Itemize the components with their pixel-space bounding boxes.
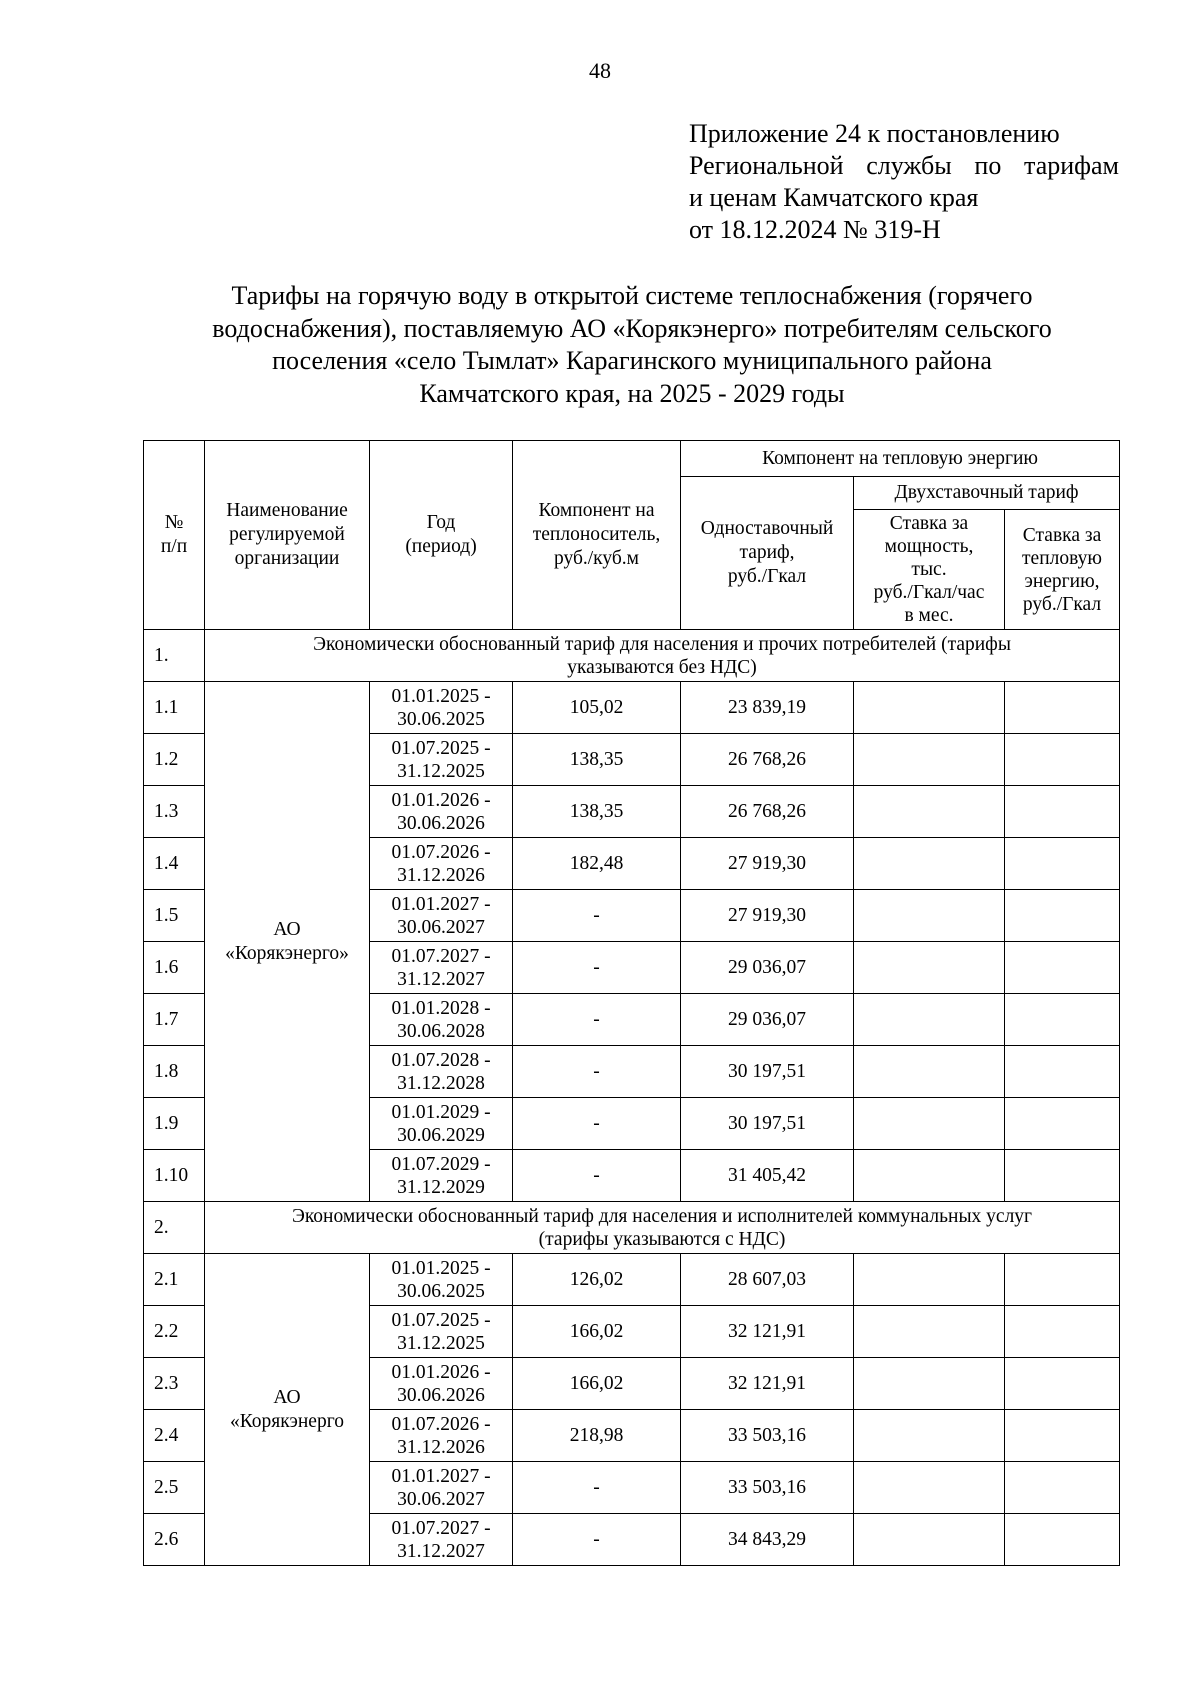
single-rate-value: 30 197,51 [681,1098,854,1150]
row-number: 1.6 [144,942,205,994]
period: 01.07.2026 - 31.12.2026 [370,838,513,890]
row-number: 1.1 [144,682,205,734]
section-row [144,630,1120,682]
period: 01.01.2025 - 30.06.2025 [370,1254,513,1306]
heat-carrier-value: 218,98 [513,1410,681,1462]
single-rate-value: 27 919,30 [681,838,854,890]
single-rate-value: 32 121,91 [681,1306,854,1358]
power-rate-value [854,1254,1005,1306]
single-rate-value: 33 503,16 [681,1462,854,1514]
period: 01.07.2027 - 31.12.2027 [370,942,513,994]
heat-carrier-value: 182,48 [513,838,681,890]
energy-rate-value [1005,1254,1120,1306]
energy-rate-value [1005,1046,1120,1098]
single-rate-value: 34 843,29 [681,1514,854,1566]
energy-rate-value [1005,1150,1120,1202]
row-number: 1.3 [144,786,205,838]
appendix-line: Региональной службы по тарифам [689,151,1119,180]
power-rate-value [854,1410,1005,1462]
period: 01.01.2028 - 30.06.2028 [370,994,513,1046]
energy-rate-value [1005,1462,1120,1514]
heat-carrier-value: - [513,942,681,994]
period: 01.07.2025 - 31.12.2025 [370,1306,513,1358]
period: 01.01.2029 - 30.06.2029 [370,1098,513,1150]
appendix-line: и ценам Камчатского края [689,183,979,212]
row-number: 2.4 [144,1410,205,1462]
heat-carrier-value: 105,02 [513,682,681,734]
appendix-note [689,118,1119,246]
heat-carrier-value: 126,02 [513,1254,681,1306]
organization-name: АО «Корякэнерго» [205,682,370,1202]
power-rate-value [854,1358,1005,1410]
row-number: 2.5 [144,1462,205,1514]
single-rate-value: 33 503,16 [681,1410,854,1462]
energy-rate-value [1005,994,1120,1046]
heat-carrier-value: - [513,994,681,1046]
heat-carrier-value: 166,02 [513,1358,681,1410]
heat-carrier-value: - [513,1514,681,1566]
row-number: 1.4 [144,838,205,890]
period: 01.01.2027 - 30.06.2027 [370,1462,513,1514]
header-heat-component: Компонент на тепловую энергию [681,441,1120,477]
document-title [140,280,1124,410]
header-power-rate: Ставка за мощность, тыс. руб./Гкал/час в мес. [854,510,1005,630]
period: 01.01.2026 - 30.06.2026 [370,1358,513,1410]
single-rate-value: 26 768,26 [681,734,854,786]
power-rate-value [854,942,1005,994]
header-number: № п/п [144,441,205,630]
power-rate-value [854,994,1005,1046]
energy-rate-value [1005,838,1120,890]
energy-rate-value [1005,890,1120,942]
header-organization: Наименование регулируемой организации [205,441,370,630]
power-rate-value [854,786,1005,838]
single-rate-value: 28 607,03 [681,1254,854,1306]
power-rate-value [854,1150,1005,1202]
power-rate-value [854,734,1005,786]
power-rate-value [854,1514,1005,1566]
heat-carrier-value: 166,02 [513,1306,681,1358]
single-rate-value: 23 839,19 [681,682,854,734]
heat-carrier-value: - [513,1098,681,1150]
power-rate-value [854,1462,1005,1514]
appendix-line: Приложение 24 к постановлению [689,119,1060,148]
row-number: 1.2 [144,734,205,786]
energy-rate-value [1005,734,1120,786]
energy-rate-value [1005,1410,1120,1462]
row-number: 1.10 [144,1150,205,1202]
header-single-rate: Одноставочный тариф, руб./Гкал [681,477,854,630]
header-energy-rate: Ставка за тепловую энергию, руб./Гкал [1005,510,1120,630]
period: 01.07.2028 - 31.12.2028 [370,1046,513,1098]
heat-carrier-value: - [513,1462,681,1514]
single-rate-value: 32 121,91 [681,1358,854,1410]
heat-carrier-value: - [513,1150,681,1202]
title-line: водоснабжения), поставляемую АО «Корякэнерго» потребителям сельского [212,313,1052,343]
energy-rate-value [1005,1358,1120,1410]
heat-carrier-value: - [513,890,681,942]
power-rate-value [854,1098,1005,1150]
table-row [144,1254,1120,1306]
power-rate-value [854,1306,1005,1358]
appendix-line: от 18.12.2024 № 319-Н [689,215,941,244]
single-rate-value: 27 919,30 [681,890,854,942]
power-rate-value [854,890,1005,942]
period: 01.07.2025 - 31.12.2025 [370,734,513,786]
section-number: 1. [144,630,205,682]
energy-rate-value [1005,1306,1120,1358]
heat-carrier-value: - [513,1046,681,1098]
title-line: поселения «село Тымлат» Карагинского муниципального района [272,346,992,375]
single-rate-value: 29 036,07 [681,994,854,1046]
energy-rate-value [1005,942,1120,994]
organization-name: АО «Корякэнерго [205,1254,370,1566]
single-rate-value: 30 197,51 [681,1046,854,1098]
header-period: Год (период) [370,441,513,630]
power-rate-value [854,1046,1005,1098]
row-number: 2.1 [144,1254,205,1306]
row-number: 1.8 [144,1046,205,1098]
section-title: Экономически обоснованный тариф для населения и прочих потребителей (тарифы указываются без НДС) [205,630,1120,682]
row-number: 1.5 [144,890,205,942]
section-title: Экономически обоснованный тариф для населения и исполнителей коммунальных услуг (тарифы указываются с НДС) [205,1202,1120,1254]
tariff-table [143,440,1120,1566]
single-rate-value: 29 036,07 [681,942,854,994]
row-number: 2.6 [144,1514,205,1566]
header-heat-carrier: Компонент на теплоноситель, руб./куб.м [513,441,681,630]
period: 01.07.2026 - 31.12.2026 [370,1410,513,1462]
power-rate-value [854,838,1005,890]
heat-carrier-value: 138,35 [513,786,681,838]
section-number: 2. [144,1202,205,1254]
header-two-part-tariff: Двухставочный тариф [854,477,1120,510]
energy-rate-value [1005,1098,1120,1150]
energy-rate-value [1005,1514,1120,1566]
heat-carrier-value: 138,35 [513,734,681,786]
row-number: 1.9 [144,1098,205,1150]
single-rate-value: 31 405,42 [681,1150,854,1202]
title-line: Тарифы на горячую воду в открытой системе теплоснабжения (горячего [231,281,1033,310]
period: 01.01.2025 - 30.06.2025 [370,682,513,734]
row-number: 2.3 [144,1358,205,1410]
period: 01.07.2027 - 31.12.2027 [370,1514,513,1566]
row-number: 2.2 [144,1306,205,1358]
page-number: 48 [589,58,611,83]
table-row [144,682,1120,734]
energy-rate-value [1005,786,1120,838]
period: 01.01.2026 - 30.06.2026 [370,786,513,838]
period: 01.07.2029 - 31.12.2029 [370,1150,513,1202]
title-line: Камчатского края, на 2025 - 2029 годы [419,378,845,408]
period: 01.01.2027 - 30.06.2027 [370,890,513,942]
energy-rate-value [1005,682,1120,734]
section-row [144,1202,1120,1254]
single-rate-value: 26 768,26 [681,786,854,838]
row-number: 1.7 [144,994,205,1046]
power-rate-value [854,682,1005,734]
